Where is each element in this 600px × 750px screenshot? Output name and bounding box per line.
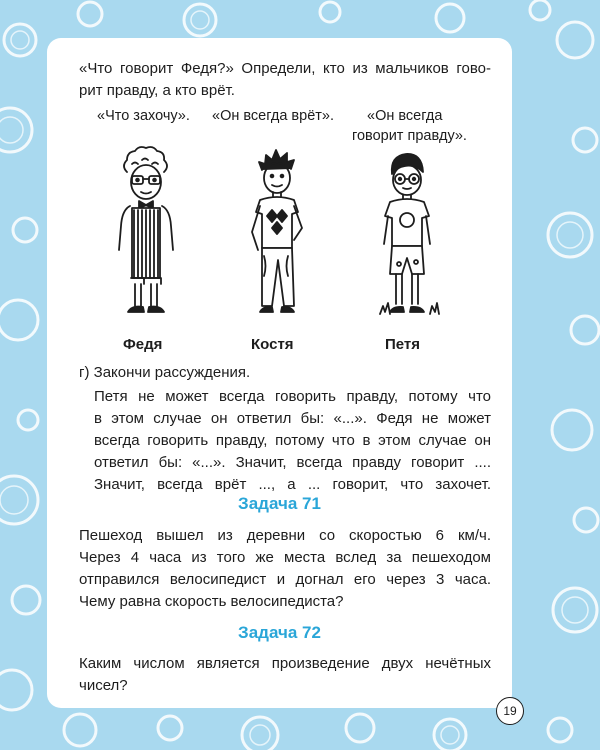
quote-petya-line2: говорит правду». [352, 128, 467, 144]
task-72-text [79, 653, 491, 697]
part-g-line: в этом случае он ответил бы: «...». Федя не может [94, 410, 491, 427]
intro-line: рит правду, а кто врёт. [79, 82, 235, 99]
name-fedya: Федя [123, 336, 163, 353]
quote-petya-line1: «Он всегда [367, 108, 443, 124]
part-g-text [94, 386, 491, 496]
task-71-line: отправился велосипедист и догнал его через 3 часа. [79, 571, 491, 588]
task-71-line: Чему равна скорость велосипедиста? [79, 593, 344, 610]
page-number: 19 [496, 697, 524, 725]
name-kostya: Костя [251, 336, 294, 353]
task-72-line: Каким числом является произведение двух нечётных [79, 655, 491, 672]
intro-line: «Что говорит Федя?» Определи, кто из мальчиков гово- [79, 60, 491, 77]
task-71-line: Пешеход вышел из деревни со скоростью 6 км/ч. [79, 527, 491, 544]
fedya-illustration [110, 146, 180, 326]
name-petya: Петя [385, 336, 421, 353]
task-72-line: чисел? [79, 677, 128, 694]
task-72-heading: Задача 72 [238, 623, 321, 642]
part-g-line: ответил бы: «...». Значит, всегда правду говорит .... [94, 454, 491, 471]
part-g-line: Петя не может всегда говорить правду, потому что [94, 388, 491, 405]
quote-kostya: «Он всегда врёт». [212, 108, 334, 124]
part-g-title: г) Закончи рассуждения. [79, 364, 251, 381]
task-71-heading: Задача 71 [238, 494, 321, 513]
quote-fedya: «Что захочу». [97, 108, 190, 124]
task-71-text [79, 525, 491, 613]
page-card [47, 38, 512, 708]
petya-illustration [372, 146, 442, 326]
intro-text [79, 58, 491, 102]
part-g-line: Значит, всегда врёт ..., а ... говорит, что захочет. [94, 476, 491, 493]
kostya-illustration [242, 146, 312, 326]
task-71-line: Через 4 часа из того же места вслед за пешеходом [79, 549, 491, 566]
part-g-line: всегда говорить правду, потому что в этом случае он [94, 432, 491, 449]
